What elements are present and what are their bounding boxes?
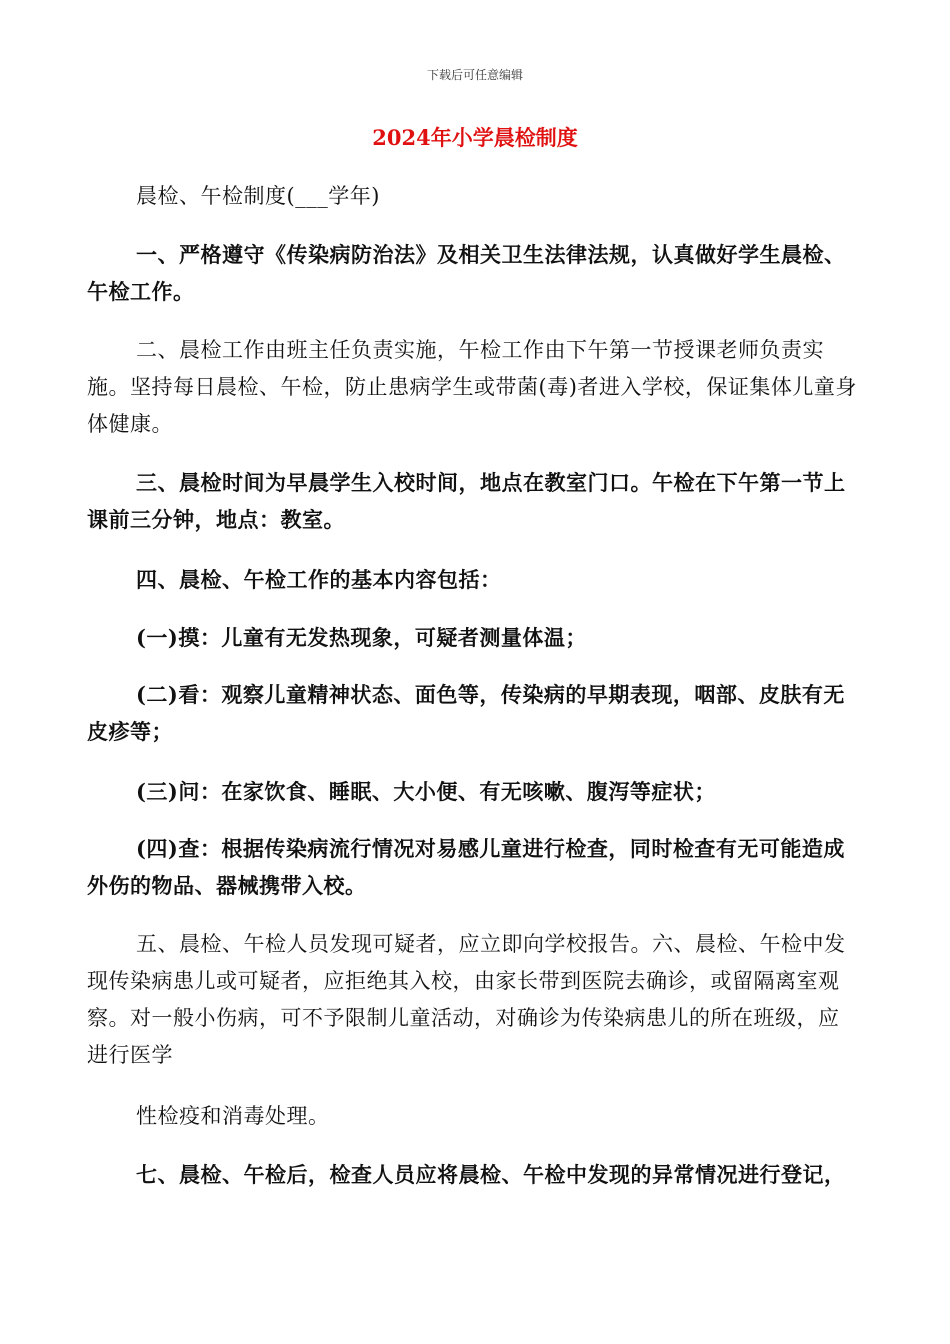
- paragraph-text: 三、晨检时间为早晨学生入校时间，地点在教室门口。午检在下午第一节上课前三分钟，地点：教室。: [87, 470, 846, 532]
- header-note: 下载后可任意编辑: [426, 68, 523, 82]
- paragraph-10: [87, 926, 859, 1074]
- paragraph-1: [87, 178, 859, 215]
- paragraph-text: 晨检、午检制度(___学年): [136, 184, 380, 208]
- paragraph-text: 性检疫和消毒处理。: [136, 1104, 330, 1128]
- paragraph-3: [87, 332, 859, 443]
- paragraph-text: 四、晨检、午检工作的基本内容包括：: [136, 567, 502, 592]
- paragraph-text: 七、晨检、午检后，检查人员应将晨检、午检中发现的异常情况进行登记，: [136, 1162, 846, 1187]
- paragraph-6: [87, 619, 859, 656]
- paragraph-text: 一、严格遵守《传染病防治法》及相关卫生法律法规，认真做好学生晨检、午检工作。: [87, 242, 846, 304]
- paragraph-11: [87, 1098, 859, 1135]
- paragraph-text: (三)问：在家饮食、睡眠、大小便、有无咳嗽、腹泻等症状；: [136, 779, 716, 804]
- paragraph-text: (四)查：根据传染病流行情况对易感儿童进行检查，同时检查有无可能造成外伤的物品、器械携带入校。: [87, 836, 845, 898]
- paragraph-8: [87, 773, 859, 810]
- paragraph-2: [87, 236, 859, 310]
- paragraph-text: (二)看：观察儿童精神状态、面色等，传染病的早期表现，咽部、皮肤有无皮疹等；: [87, 682, 845, 744]
- paragraph-text: 二、晨检工作由班主任负责实施，午检工作由下午第一节授课老师负责实施。坚持每日晨检、午检，防止患病学生或带菌(毒)者进入学校，保证集体儿童身体健康。: [87, 338, 857, 436]
- paragraph-12: [87, 1156, 859, 1193]
- paragraph-4: [87, 464, 859, 538]
- document-title: 2024年小学晨检制度: [372, 125, 578, 150]
- paragraph-text: 五、晨检、午检人员发现可疑者，应立即向学校报告。六、晨检、午检中发现传染病患儿或可疑者，应拒绝其入校，由家长带到医院去确诊，或留隔离室观察。对一般小伤病，可不予限制儿童活动，对确诊为传染病患儿的所在班级，应进行医学: [87, 932, 846, 1067]
- paragraph-7: [87, 676, 859, 750]
- paragraph-5: [87, 561, 859, 598]
- paragraph-text: (一)摸：儿童有无发热现象，可疑者测量体温；: [136, 625, 587, 650]
- paragraph-9: [87, 830, 859, 904]
